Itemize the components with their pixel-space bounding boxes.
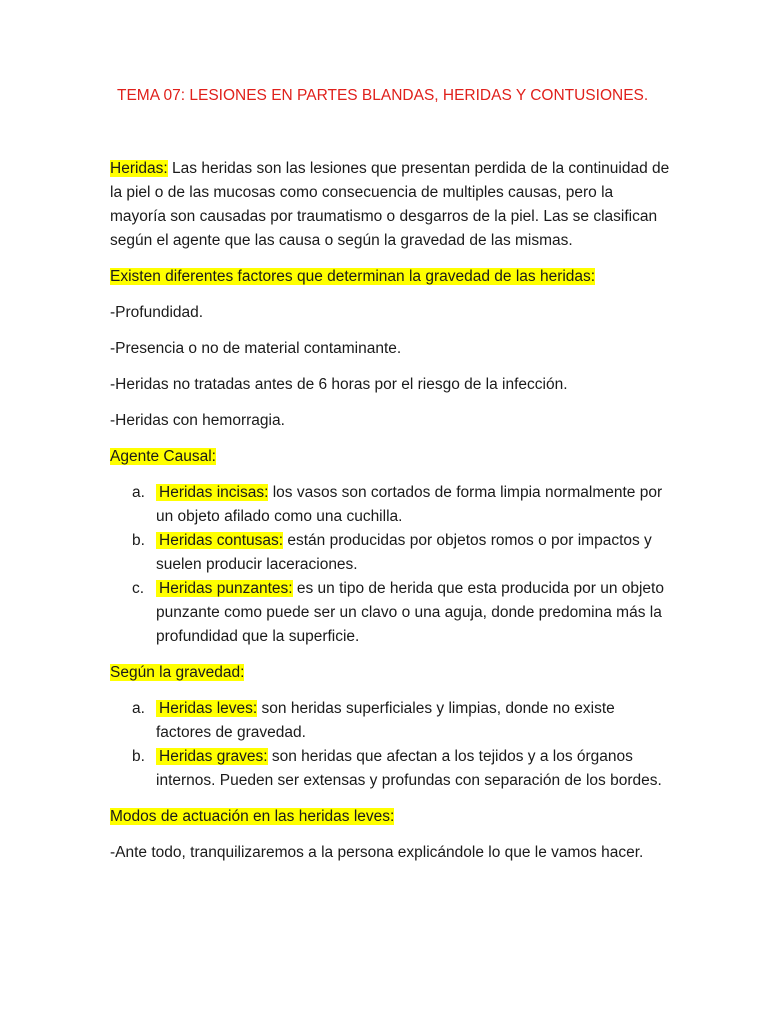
agente-heading: Agente Causal: xyxy=(110,448,216,465)
item-term: Heridas leves: xyxy=(156,700,257,717)
factor-item: -Presencia o no de material contaminante. xyxy=(110,340,402,357)
item-term: Heridas punzantes: xyxy=(156,580,293,597)
item-text: los vasos son cortados de forma limpia normalmente por un objeto afilado como una cuchilla. xyxy=(156,484,663,525)
document-title: TEMA 07: LESIONES EN PARTES BLANDAS, HERIDAS Y CONTUSIONES. xyxy=(117,87,649,104)
item-term: Heridas graves: xyxy=(156,748,268,765)
factors-heading: Existen diferentes factores que determinan la gravedad de las heridas: xyxy=(110,268,596,285)
gravedad-list xyxy=(110,697,670,793)
modos-text: -Ante todo, tranquilizaremos a la persona explicándole lo que le vamos hacer. xyxy=(110,844,644,861)
document-body xyxy=(110,157,670,877)
list-item xyxy=(110,481,670,529)
item-term: Heridas contusas: xyxy=(156,532,283,549)
item-text: están producidas por objetos romos o por impactos y suelen producir laceraciones. xyxy=(156,532,652,573)
factor-item: -Profundidad. xyxy=(110,304,204,321)
intro-text: Las heridas son las lesiones que presentan perdida de la continuidad de la piel o de las mucosas como consecuencia de multiples causas, pero la mayoría son causadas por traumatismo o desgarros de la piel. Las se clasifican según el agente que las causa o según la gravedad de las mismas. xyxy=(110,160,670,249)
item-term: Heridas incisas: xyxy=(156,484,268,501)
list-item xyxy=(110,529,670,577)
item-text: son heridas superficiales y limpias, donde no existe factores de gravedad. xyxy=(156,700,615,741)
list-item xyxy=(110,745,670,793)
list-item xyxy=(110,697,670,745)
item-text: es un tipo de herida que esta producida por un objeto punzante como puede ser un clavo o una aguja, donde predomina más la profundidad que la superficie. xyxy=(156,580,664,645)
intro-paragraph xyxy=(110,157,670,253)
list-marker: b. xyxy=(132,532,145,549)
list-marker: a. xyxy=(132,484,145,501)
factor-item: -Heridas no tratadas antes de 6 horas por el riesgo de la infección. xyxy=(110,376,568,393)
gravedad-heading: Según la gravedad: xyxy=(110,664,245,681)
list-marker: b. xyxy=(132,748,145,765)
item-text: son heridas que afectan a los tejidos y a los órganos internos. Pueden ser extensas y profundas con separación de los bordes. xyxy=(156,748,662,789)
factor-item: -Heridas con hemorragia. xyxy=(110,412,285,429)
list-marker: c. xyxy=(132,580,145,597)
intro-term: Heridas: xyxy=(110,160,168,177)
agente-list xyxy=(110,481,670,649)
list-marker: a. xyxy=(132,700,145,717)
modos-heading: Modos de actuación en las heridas leves: xyxy=(110,808,395,825)
list-item xyxy=(110,577,670,649)
